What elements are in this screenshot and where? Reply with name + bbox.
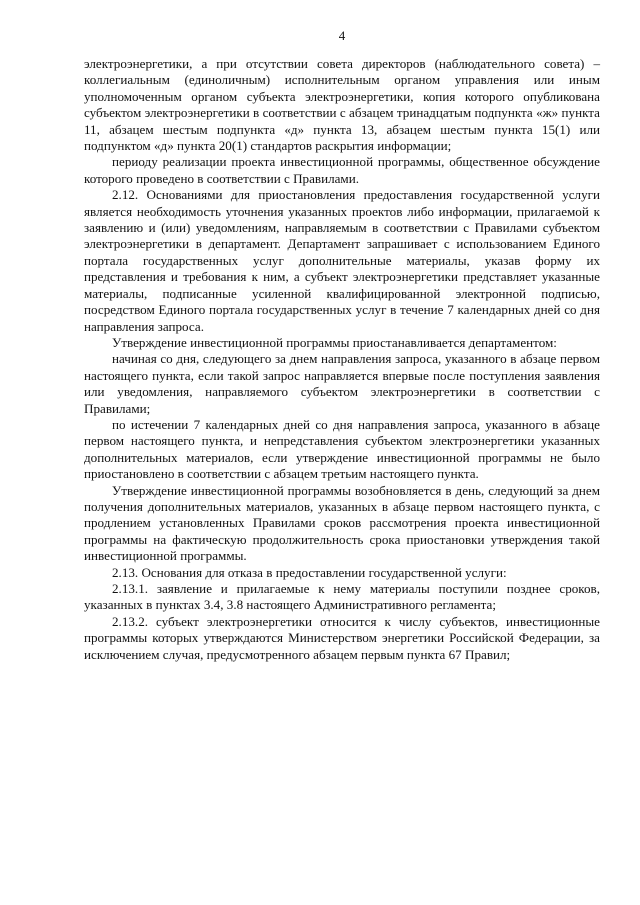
paragraph-2-13: 2.13. Основания для отказа в предоставлении государственной услуги:: [112, 564, 507, 580]
paragraph-2-13-2: 2.13.2. субъект электроэнергетики относится к числу субъектов, инвестиционные программы которых утверждаются Министерством энергетики Российской Федерации, за исключением случая, предусмотренного абзацем первым пункта 67 Правил;: [84, 613, 600, 662]
paragraph-suspension-first: начиная со дня, следующего за днем направления запроса, указанного в абзаце первом настоящего пункта, если такой запрос направляется впервые после поступления заявления или уведомления, направляемого субъектом электроэнергетики в соответствии с Правилами;: [84, 351, 600, 416]
paragraph-suspension-second: по истечении 7 календарных дней со дня направления запроса, указанного в абзаце первом настоящего пункта, и непредставления субъектом электроэнергетики указанных дополнительных материалов, если утверждение инвестиционной программы не было приостановлено в соответствии с абзацем третьим настоящего пункта.: [84, 416, 600, 482]
paragraph-resumption: Утверждение инвестиционной программы возобновляется в день, следующий за днем получения дополнительных материалов, указанных в абзаце первом настоящего пункта, с продлением установленных Правилами сроков рассмотрения проекта инвестиционной программы на фактическую продолжительность срока приостановки утверждения такой инвестиционной программы.: [84, 482, 600, 564]
paragraph-suspension-intro: Утверждение инвестиционной программы приостанавливается департаментом:: [112, 334, 557, 350]
page-number: 4: [338, 28, 346, 43]
paragraph-2-13-1: 2.13.1. заявление и прилагаемые к нему материалы поступили позднее сроков, указанных в пунктах 3.4, 3.8 настоящего Административного регламента;: [84, 581, 600, 613]
paragraph-continuation: электроэнергетики, а при отсутствии совета директоров (наблюдательного совета) – коллегиальным (единоличным) исполнительным органом управления или иным уполномоченным органом субъекта электроэнергетики, копия которого опубликована субъектом электроэнергетики в соответствии с абзацем тринадцатым подпункта «ж» пункта 11, абзацем шестым подпункта «д» пункта 13, абзацем шестым пункта 15(1) или подпунктом «д» пункта 20(1) стандартов раскрытия информации;: [84, 56, 600, 154]
paragraph-2-12: 2.12. Основаниями для приостановления предоставления государственной услуги является необходимость уточнения указанных проектов либо информации, прилагаемой к заявлению и (или) уведомлениям, направляемым в соответствии с Правилами субъектом электроэнергетики в департамент. Департамент запрашивает с использованием Единого портала государственных услуг дополнительные материалы, указав форму их представления и требования к ним, а субъект электроэнергетики представляет указанные материалы, подписанные усиленной квалифицированной электронной подписью, посредством Единого портала государственных услуг в течение 7 календарных дней со дня направления запроса.: [84, 187, 600, 334]
paragraph-public-discussion: периоду реализации проекта инвестиционной программы, общественное обсуждение которого проведено в соответствии с Правилами.: [84, 154, 600, 186]
document-body: [84, 56, 600, 663]
